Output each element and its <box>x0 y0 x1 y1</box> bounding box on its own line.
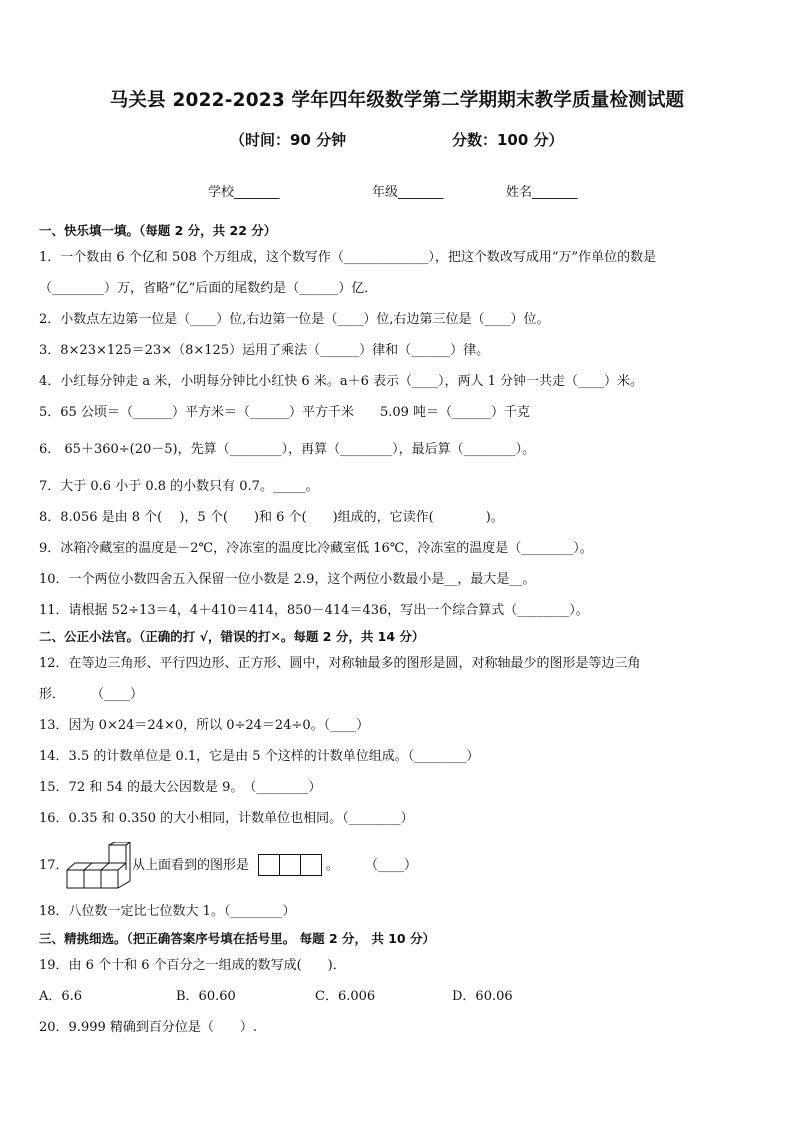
top-view-figure <box>258 854 324 876</box>
question-13: 13．因为 0×24＝24×0，所以 0÷24＝24÷0。（____） <box>39 718 370 733</box>
question-2: 2．小数点左边第一位是（____）位,右边第一位是（____）位,右边第三位是（____）位。 <box>39 312 550 327</box>
question-20: 20．9.999 精确到百分位是（ ）. <box>39 1020 258 1035</box>
question-19: 19．由 6 个十和 6 个百分之一组成的数写成( )． <box>39 958 346 973</box>
question-1-line-2: （________）万，省略“亿”后面的尾数约是（______）亿． <box>39 281 378 296</box>
question-15: 15．72 和 54 的最大公因数是 9。 （________） <box>39 780 322 795</box>
name-field: 姓名_______ <box>506 185 578 200</box>
cube-face-1 <box>67 870 84 888</box>
exam-title: 马关县 2022-2023 学年四年级数学第二学期期末教学质量检测试题 <box>109 90 685 111</box>
question-8: 8．8.056 是由 8 个( )，5 个( )和 6 个( )组成的，它读作( )。 <box>39 510 504 525</box>
top-view-square-2 <box>280 855 301 876</box>
question-9: 9．冰箱冷藏室的温度是－2℃，冷冻室的温度比冷藏室低 16℃，冷冻室的温度是（________）。 <box>39 541 593 556</box>
section-3-heading: 三、精挑细选。（把正确答案序号填在括号里。 每题 2 分， 共 10 分） <box>39 931 435 946</box>
exam-score: 分数：100 分） <box>452 131 564 149</box>
question-17-answer: 。 （____） <box>326 858 418 873</box>
question-17-number: 17． <box>39 858 69 873</box>
question-16: 16．0.35 和 0.350 的大小相同，计数单位也相同。（________） <box>39 811 414 826</box>
cube-face-2 <box>84 870 101 888</box>
section-2-heading: 二、公正小法官。（正确的打 √，错误的打✕。每题 2 分，共 14 分） <box>39 629 425 644</box>
q19-option-b: B．60.60 <box>176 989 236 1004</box>
question-7: 7．大于 0.6 小于 0.8 的小数只有 0.7。_____。 <box>39 479 319 494</box>
q19-option-a: A．6.6 <box>39 989 83 1004</box>
question-4: 4．小红每分钟走 a 米，小明每分钟比小红快 6 米。a＋6 表示（____），两人 1 分钟一共走（____）米。 <box>39 374 644 389</box>
section-1-heading: 一、快乐填一填。（每题 2 分，共 22 分） <box>39 223 277 238</box>
q19-option-d: D．60.06 <box>452 989 513 1004</box>
cube-stack-figure <box>66 842 132 890</box>
question-12-line-2: 形． （____） <box>39 687 144 702</box>
cube-face-3 <box>101 870 118 888</box>
question-18: 18．八位数一定比七位数大 1。（________） <box>39 904 296 919</box>
school-field: 学校_______ <box>208 185 280 200</box>
question-14: 14．3.5 的计数单位是 0.1，它是由 5 个这样的计数单位组成。（________） <box>39 749 480 764</box>
question-11: 11．请根据 52÷13＝4，4＋410＝414，850－414＝436，写出一个综合算式（________）。 <box>39 603 589 618</box>
question-3: 3．8×23×125＝23×（8×125）运用了乘法（______）律和（______）律。 <box>39 343 490 358</box>
exam-time: （时间：90 分钟 <box>230 131 347 149</box>
top-view-square-3 <box>301 855 322 876</box>
question-10: 10．一个两位小数四舍五入保留一位小数是 2.9，这个两位小数最小是__，最大是__。 <box>39 572 536 587</box>
top-view-square-1 <box>259 855 280 876</box>
question-6: 6． 65＋360÷(20－5)，先算（________），再算（________），最后算（________）。 <box>39 442 536 457</box>
grade-field: 年级_______ <box>372 185 444 200</box>
question-5: 5．65 公顷＝（______）平方米＝（______）平方千米 5.09 吨＝（______）千克 <box>39 405 531 420</box>
q19-option-c: C．6.006 <box>315 989 376 1004</box>
question-12-line-1: 12．在等边三角形、平行四边形、正方形、圆中，对称轴最多的图形是圆，对称轴最少的图形是等边三角 <box>39 656 641 671</box>
question-1-line-1: 1．一个数由 6 个亿和 508 个万组成，这个数写作（_____________），把这个数改写成用“万”作单位的数是 <box>39 250 657 265</box>
question-17-text: 从上面看到的图形是 <box>132 858 250 873</box>
cube-face-top <box>109 845 126 863</box>
